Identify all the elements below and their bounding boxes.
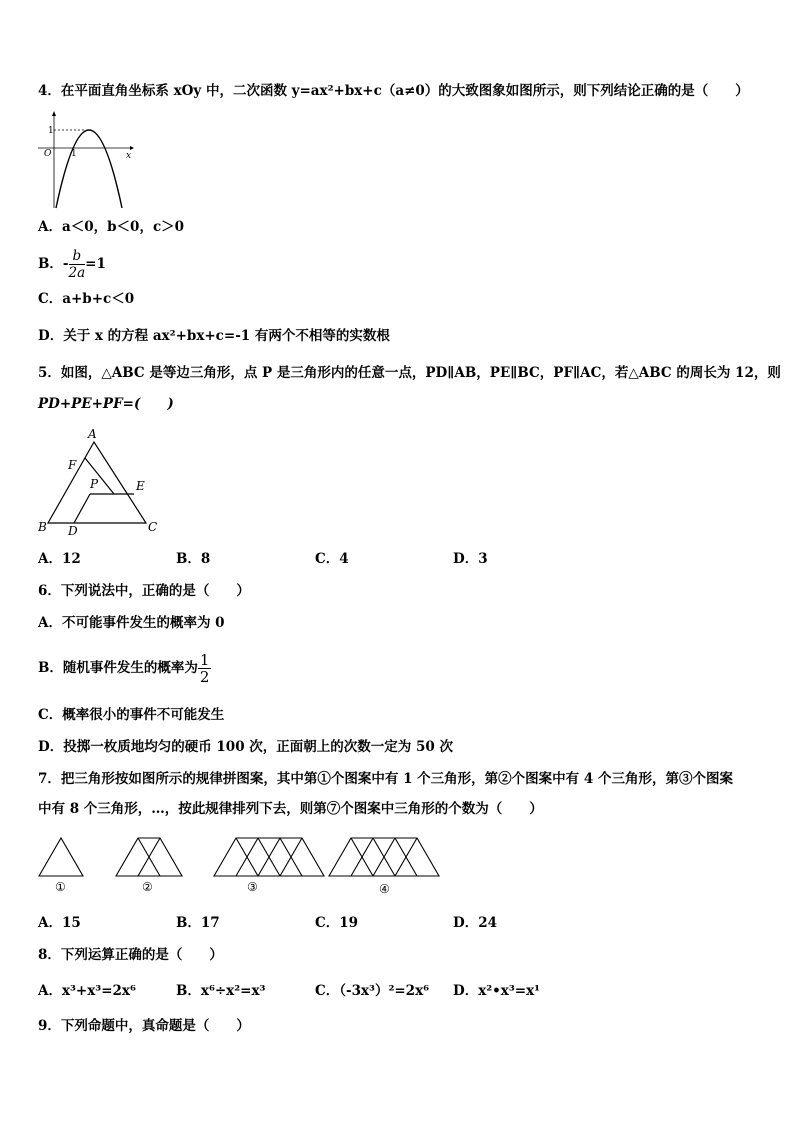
label-p: P (90, 477, 99, 491)
pattern-label-4: ④ (379, 882, 390, 896)
q8-option-a: A．x³+x³=2x⁶ (38, 983, 136, 999)
q6-option-b-fraction (198, 652, 212, 685)
q4-option-c: C．a+b+c＜0 (38, 291, 135, 307)
q8-option-c: C．（-3x³）²=2x⁶ (315, 983, 430, 999)
q4-option-b (38, 246, 106, 282)
q6-option-d: D．投掷一枚质地均匀的硬币 100 次，正面朝上的次数一定为 50 次 (38, 739, 453, 755)
q6-option-b (38, 648, 211, 688)
q8-option-d: D．x²•x³=x¹ (453, 983, 541, 999)
pattern-label-3: ③ (247, 880, 258, 894)
q4-stem: 4．在平面直角坐标系 xOy 中，二次函数 y=ax²+bx+c（a≠0）的大致图象如图所示，则下列结论正确的是（ ） (38, 83, 749, 99)
q5-stem-line1: 5．如图，△ABC 是等边三角形，点 P 是三角形内的任意一点，PD∥AB，PE∥BC，PF∥AC，若△ABC 的周长为 12，则 (38, 365, 781, 381)
label-a: A (88, 427, 97, 441)
graph-x-label: x (126, 151, 132, 161)
parabola-graph (36, 110, 136, 210)
label-d: D (68, 524, 78, 538)
pattern-label-1: ① (55, 880, 66, 894)
frac-numerator: b (69, 248, 86, 265)
q5-option-d: D．3 (453, 551, 488, 567)
q5-option-c: C．4 (315, 551, 349, 567)
q6-stem: 6．下列说法中，正确的是（ ） (38, 583, 250, 599)
graph-origin: O (44, 149, 52, 159)
q4-option-a: A．a＜0，b＜0，c＞0 (38, 219, 185, 235)
q8-stem: 8．下列运算正确的是（ ） (38, 947, 223, 963)
graph-y-tick: 1 (48, 126, 54, 136)
q5-option-a: A．12 (38, 551, 81, 567)
q4-option-b-suffix: =1 (85, 256, 106, 272)
q8-option-b: B．x⁶÷x²=x³ (176, 983, 266, 999)
q7-option-c: C．19 (315, 915, 359, 931)
frac-denominator: 2 (199, 668, 210, 686)
label-f: F (68, 458, 77, 472)
label-e: E (136, 479, 145, 493)
q4-option-b-prefix: B．- (38, 256, 69, 272)
q4-option-d: D．关于 x 的方程 ax²+bx+c=-1 有两个不相等的实数根 (38, 328, 390, 344)
label-c: C (148, 520, 158, 534)
triangle-pattern-figures (34, 828, 454, 898)
q5-option-b: B．8 (176, 551, 211, 567)
q7-stem-line2: 中有 8 个三角形，…，按此规律排列下去，则第⑦个图案中三角形的个数为（ ） (38, 801, 543, 817)
frac-numerator: 1 (199, 651, 210, 669)
q7-stem-line1: 7．把三角形按如图所示的规律拼图案，其中第①个图案中有 1 个三角形，第②个图案中有 4 个三角形，第③个图案 (38, 771, 733, 787)
q9-stem: 9．下列命题中，真命题是（ ） (38, 1018, 250, 1034)
triangle-figure (34, 424, 164, 540)
q6-option-b-prefix: B．随机事件发生的概率为 (38, 660, 198, 676)
q6-option-a: A．不可能事件发生的概率为 0 (38, 615, 225, 631)
frac-denominator: 2a (68, 265, 86, 281)
graph-x-tick: 1 (71, 149, 77, 159)
label-b: B (38, 520, 47, 534)
q5-stem-line2: PD+PE+PF=( ) (38, 396, 174, 412)
q7-option-b: B．17 (176, 915, 220, 931)
q7-option-d: D．24 (453, 915, 497, 931)
q4-option-b-fraction (69, 248, 86, 281)
q6-option-c: C．概率很小的事件不可能发生 (38, 707, 225, 723)
q7-option-a: A．15 (38, 915, 81, 931)
pattern-label-2: ② (142, 880, 153, 894)
